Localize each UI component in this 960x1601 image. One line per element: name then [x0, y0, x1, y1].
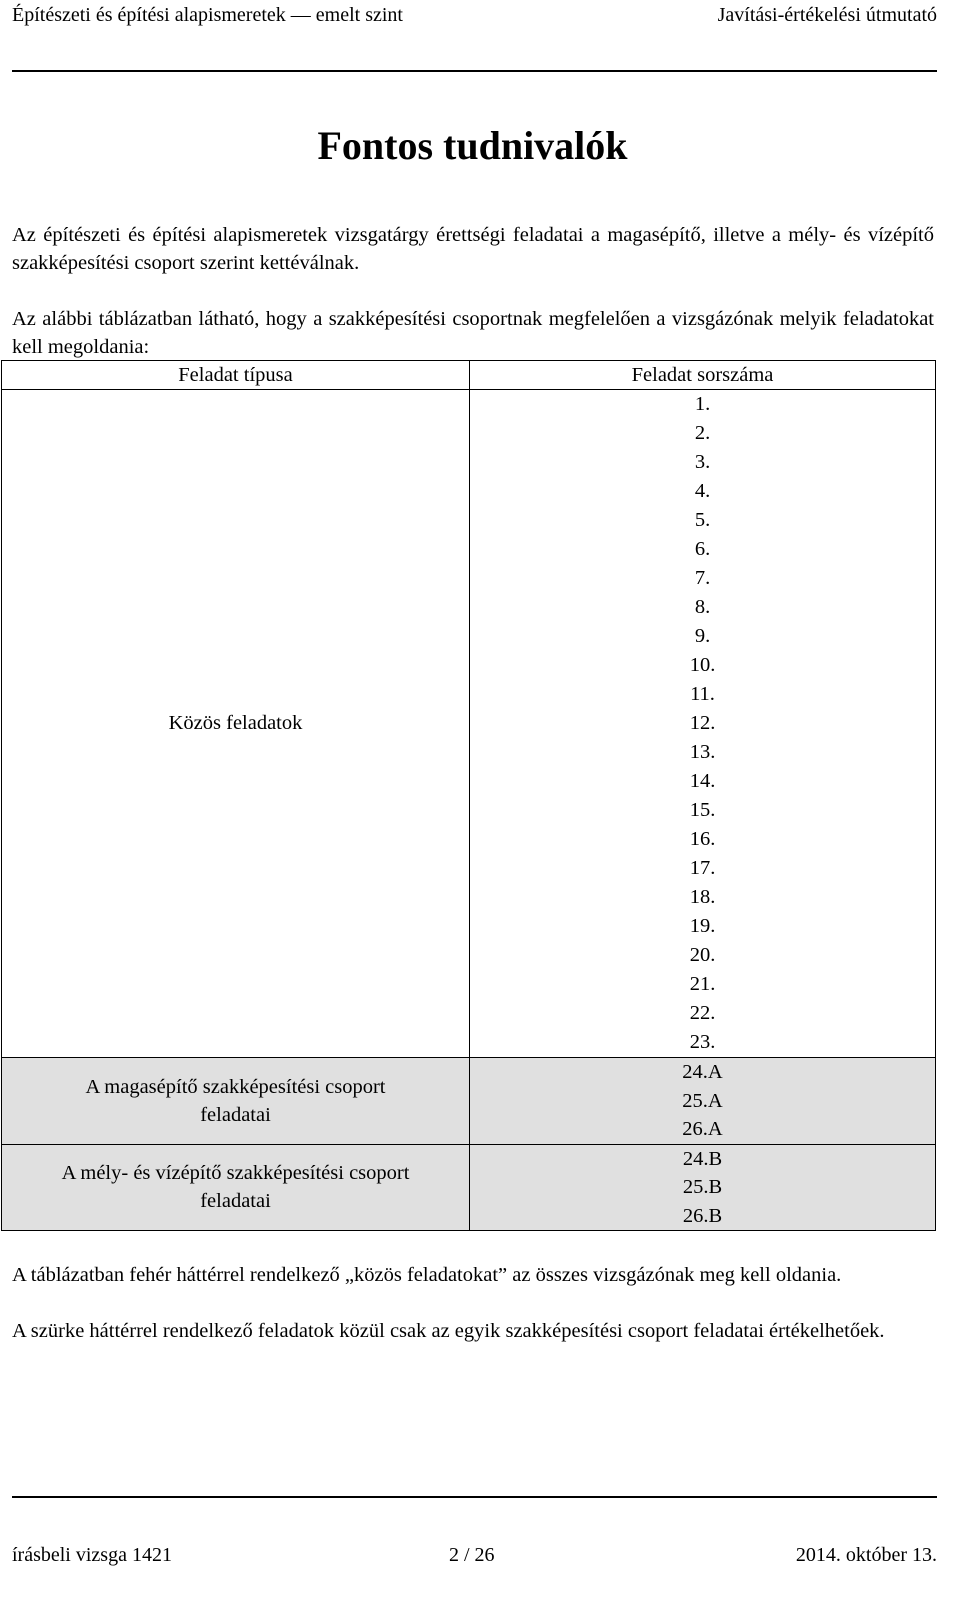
building-label-line2: feladatai [200, 1103, 271, 1126]
building-tasks-numbers [470, 1058, 936, 1145]
intro-paragraph: Az építészeti és építési alapismeretek vizsgatárgy érettségi feladatai a magasépítő, illetve a mély- és vízépítő szakképesítési csoport szerint kettéválnak. [12, 224, 934, 274]
building-tasks-row [2, 1058, 936, 1145]
common-tasks-row [2, 390, 936, 1058]
task-number: 9. [694, 625, 711, 647]
civil-tasks-numbers [470, 1144, 936, 1231]
page-footer [12, 1496, 937, 1566]
footer-page-number: 2 / 26 [449, 1544, 495, 1566]
task-table [1, 360, 936, 1231]
task-number: 10. [689, 654, 716, 676]
task-number: 4. [694, 480, 711, 502]
task-number: 5. [694, 509, 711, 531]
task-number: 3. [694, 451, 711, 473]
task-number: 24.B [682, 1147, 723, 1170]
task-number: 21. [689, 973, 716, 995]
table-header-row [2, 361, 936, 390]
task-number: 17. [689, 857, 716, 879]
building-label-line1: A magasépítő szakképesítési csoport [85, 1075, 386, 1098]
common-tasks-label: Közös feladatok [2, 390, 470, 1058]
task-number: 22. [689, 1002, 716, 1024]
header-subject: Építészeti és építési alapismeretek — emelt szint [12, 4, 403, 26]
header-task-number: Feladat sorszáma [470, 361, 936, 390]
note-grey-tasks: A szürke háttérrel rendelkező feladatok közül csak az egyik szakképesítési csoport feladatai értékelhetőek. [12, 1320, 885, 1342]
header-task-type: Feladat típusa [2, 361, 470, 390]
task-number: 2. [694, 422, 711, 444]
civil-tasks-row [2, 1144, 936, 1231]
table-intro-paragraph: Az alábbi táblázatban látható, hogy a szakképesítési csoportnak megfelelően a vizsgázónak melyik feladatokat kell megoldania: [12, 308, 934, 358]
task-number: 26.A [682, 1118, 723, 1140]
civil-tasks-label [2, 1144, 470, 1231]
task-number: 14. [689, 770, 716, 792]
common-tasks-numbers [470, 390, 936, 1058]
footer-date: 2014. október 13. [795, 1544, 937, 1566]
task-number: 25.B [682, 1176, 723, 1198]
page-header [12, 4, 937, 72]
task-number: 23. [689, 1031, 716, 1053]
task-number: 1. [694, 393, 711, 415]
task-number: 25.A [682, 1089, 723, 1112]
task-number: 12. [689, 712, 716, 734]
civil-label-line1: A mély- és vízépítő szakképesítési csoport [61, 1162, 410, 1185]
task-number: 24.A [682, 1061, 723, 1083]
task-number: 6. [694, 538, 711, 560]
task-number: 11. [690, 683, 715, 705]
building-tasks-label [2, 1058, 470, 1145]
header-doc-type: Javítási-értékelési útmutató [717, 4, 937, 26]
task-number: 20. [689, 944, 716, 966]
task-number: 7. [694, 567, 711, 589]
task-number: 18. [689, 886, 716, 908]
task-number: 26.B [682, 1204, 723, 1227]
civil-label-line2: feladatai [200, 1190, 271, 1213]
page-title: Fontos tudnivalók [317, 123, 628, 168]
footer-exam-code: írásbeli vizsga 1421 [12, 1544, 172, 1566]
task-number: 16. [689, 828, 716, 850]
task-number: 8. [694, 596, 711, 618]
note-common-tasks: A táblázatban fehér háttérrel rendelkező „közös feladatokat” az összes vizsgázónak meg kell oldania. [12, 1264, 842, 1286]
task-number: 19. [689, 915, 716, 937]
task-number: 15. [689, 799, 716, 821]
task-number: 13. [689, 741, 716, 763]
